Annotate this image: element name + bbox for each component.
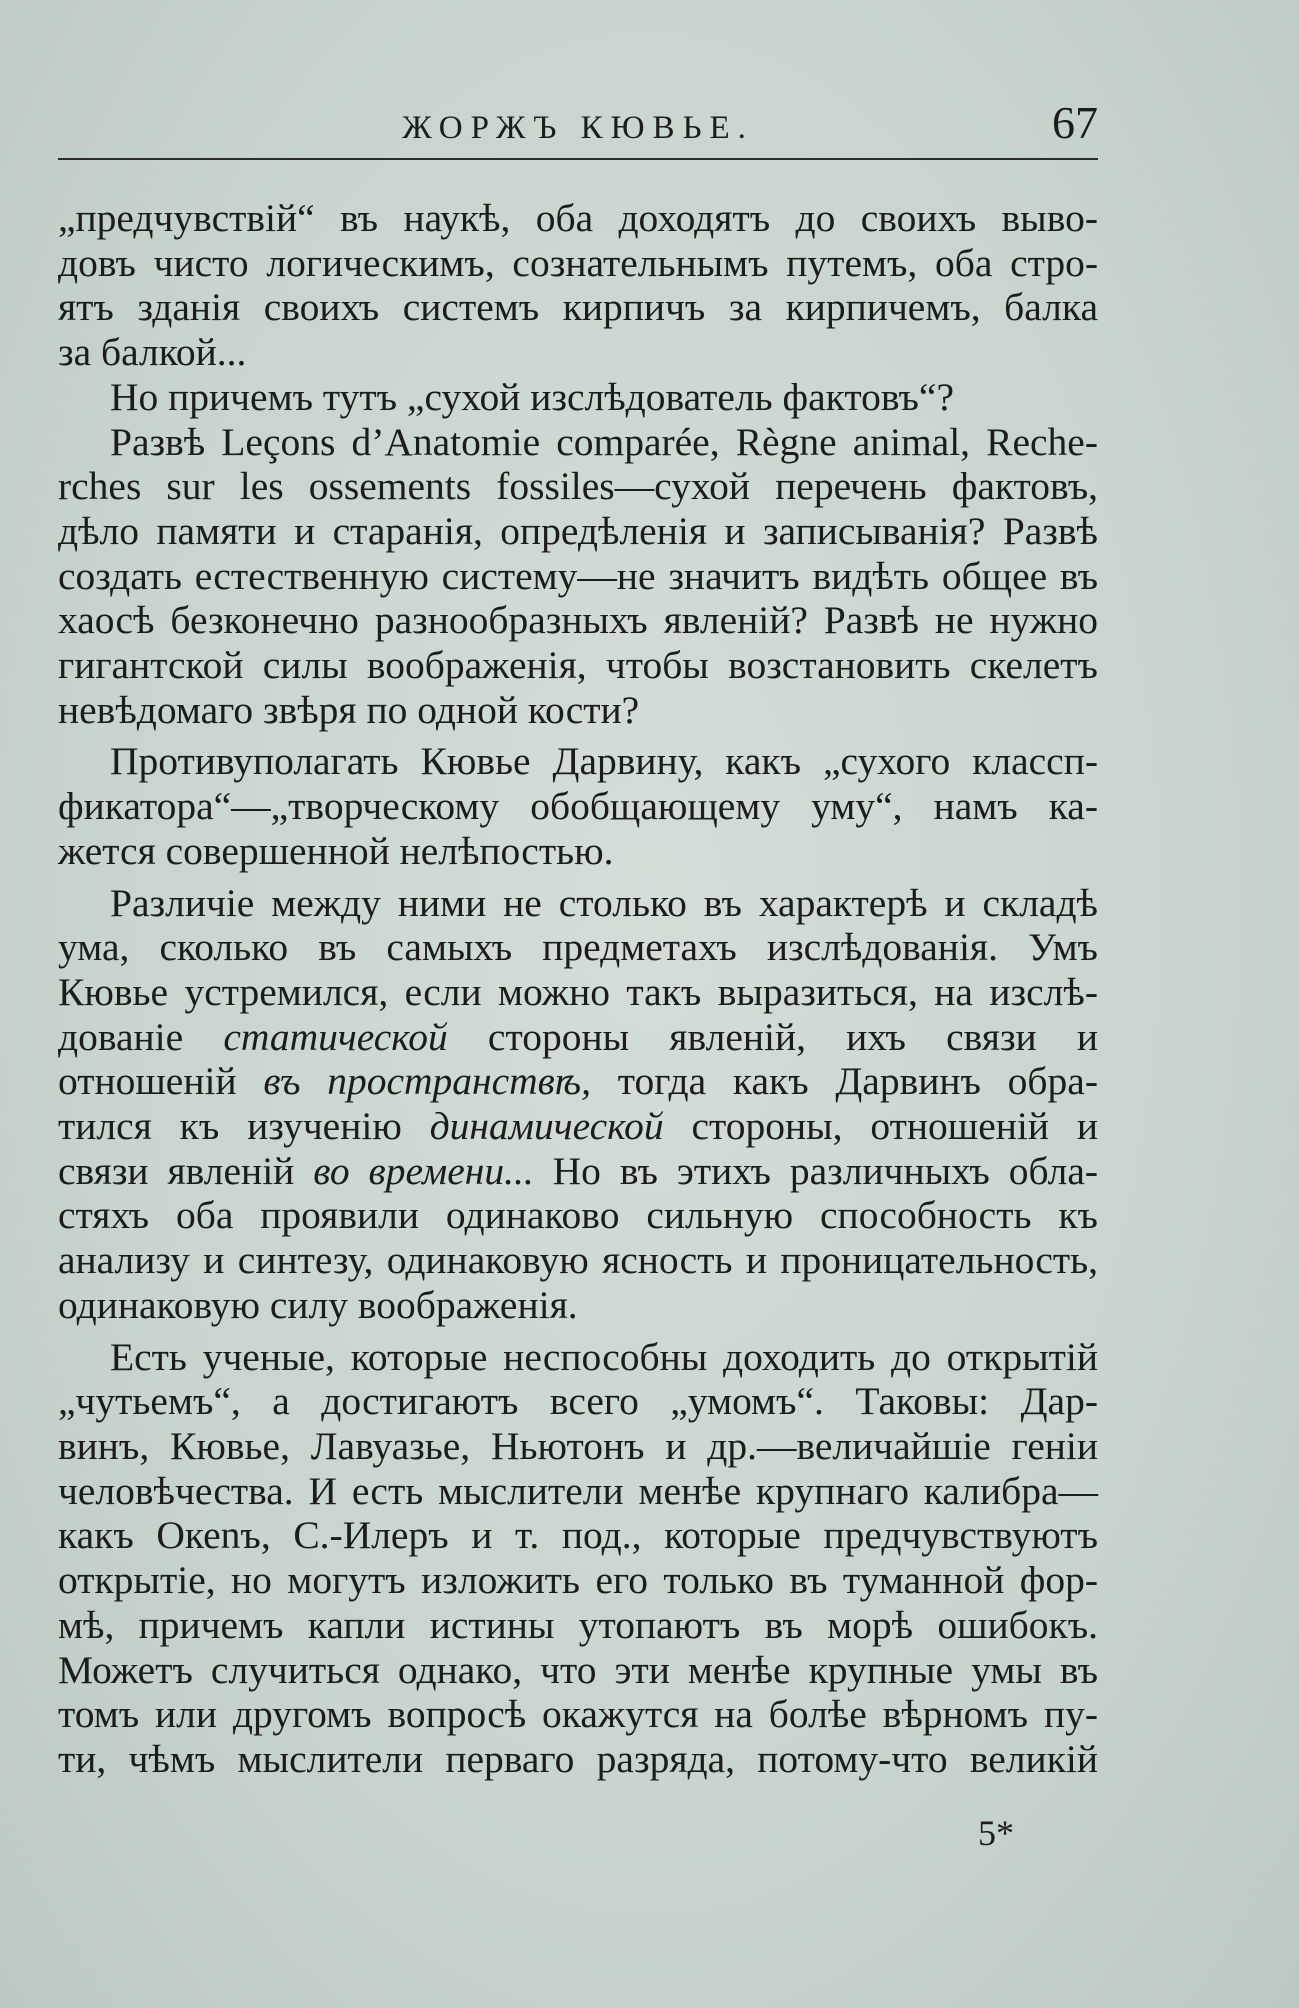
text-line: Различіе между ними не столько въ характерѣ и складѣ	[110, 880, 1098, 925]
text-line: жется совершенной нелѣпостью.	[58, 828, 614, 873]
text-line: за балкой...	[58, 330, 247, 375]
text-line: довъ чисто логическимъ, сознательнымъ путемъ, оба стро-	[58, 240, 1098, 285]
text-line: ума, сколько въ самыхъ предметахъ изслѣдованія. Умъ	[58, 925, 1098, 970]
text-line: какъ Океnъ, С.-Илеръ и т. под., которые предчувствуютъ	[58, 1513, 1098, 1558]
text-line: одинаковую силу воображенія.	[58, 1282, 578, 1327]
text-line: Есть ученые, которые неспособны доходить до открытій	[110, 1334, 1098, 1379]
running-title: ЖОРЖЪ КЮВЬЕ.	[402, 110, 754, 146]
text-line: гигантской силы воображенія, чтобы возстановить скелетъ	[58, 643, 1098, 688]
text-line: стяхъ оба проявили одинаково сильную способность къ	[58, 1193, 1098, 1238]
text-line-with-italic: отношеній въ пространствѣ, тогда какъ Дарвинъ обра-	[58, 1059, 1098, 1104]
text-line: „чутьемъ“, а достигаютъ всего „умомъ“. Таковы: Дар-	[58, 1379, 1098, 1424]
text-line: Кювье устремился, если можно такъ выразиться, на изслѣ-	[58, 969, 1098, 1014]
text-line: ятъ зданія своихъ системъ кирпичъ за кирпичемъ, балка	[58, 285, 1098, 330]
italic-term: статической	[223, 1014, 448, 1059]
header-rule	[58, 158, 1098, 160]
text-line: создать естественную систему—не значитъ видѣть общее въ	[58, 553, 1098, 598]
text-line: Но причемъ тутъ „сухой изслѣдователь фактовъ“?	[110, 374, 954, 419]
text-line: анализу и синтезу, одинаковую ясность и проницательность,	[58, 1238, 1098, 1283]
text-line: винъ, Кювье, Лавуазье, Ньютонъ и др.—величайшіе геніи	[58, 1423, 1098, 1468]
text-line: Можетъ случиться однако, что эти менѣе крупные умы въ	[58, 1647, 1098, 1692]
text-line-with-italic: связи явленій во времени... Но въ этихъ различныхъ обла-	[58, 1148, 1098, 1193]
signature-mark: 5*	[978, 1813, 1014, 1853]
text-line: невѣдомаго звѣря по одной кости?	[58, 687, 640, 732]
text-line: томъ или другомъ вопросѣ окажутся на болѣе вѣрномъ пу-	[58, 1692, 1098, 1737]
italic-term: въ пространствѣ,	[263, 1059, 592, 1104]
text-line: человѣчества. И есть мыслители менѣе крупнаго калибра—	[58, 1468, 1098, 1513]
text-line: ти, чѣмъ мыслители перваго разряда, потому-что великій	[58, 1736, 1098, 1781]
page-number: 67	[1052, 97, 1098, 148]
text-line: Развѣ Leçons d’Anatomie comparée, Règne animal, Reche-	[110, 419, 1098, 464]
text-line: „предчувствій“ въ наукѣ, оба доходятъ до своихъ выво-	[58, 196, 1098, 240]
running-head	[58, 96, 1098, 166]
text-line: дѣло памяти и старанія, опредѣленія и записыванія? Развѣ	[58, 508, 1098, 553]
text-line: фикатора“—„творческому обобщающему уму“, намъ ка-	[58, 784, 1098, 829]
text-line: Противуполагать Кювье Дарвину, какъ „сухого классп-	[110, 739, 1098, 784]
text-line: rches sur les ossements fossiles—сухой перечень фактовъ,	[58, 464, 1098, 509]
text-line: хаосѣ безконечно разнообразныхъ явленій? Развѣ не нужно	[58, 598, 1098, 643]
body-text	[58, 196, 1098, 1782]
text-line: мѣ, причемъ капли истины утопаютъ въ морѣ ошибокъ.	[58, 1602, 1098, 1647]
italic-term: во времени...	[313, 1148, 534, 1193]
text-line-with-italic: тился къ изученію динамической стороны, отношеній и	[58, 1104, 1098, 1149]
text-line-with-italic: дованіе статической стороны явленій, ихъ связи и	[58, 1014, 1099, 1059]
text-line: открытіе, но могутъ изложить его только въ туманной фор-	[58, 1558, 1098, 1603]
italic-term: динамической	[429, 1104, 664, 1149]
